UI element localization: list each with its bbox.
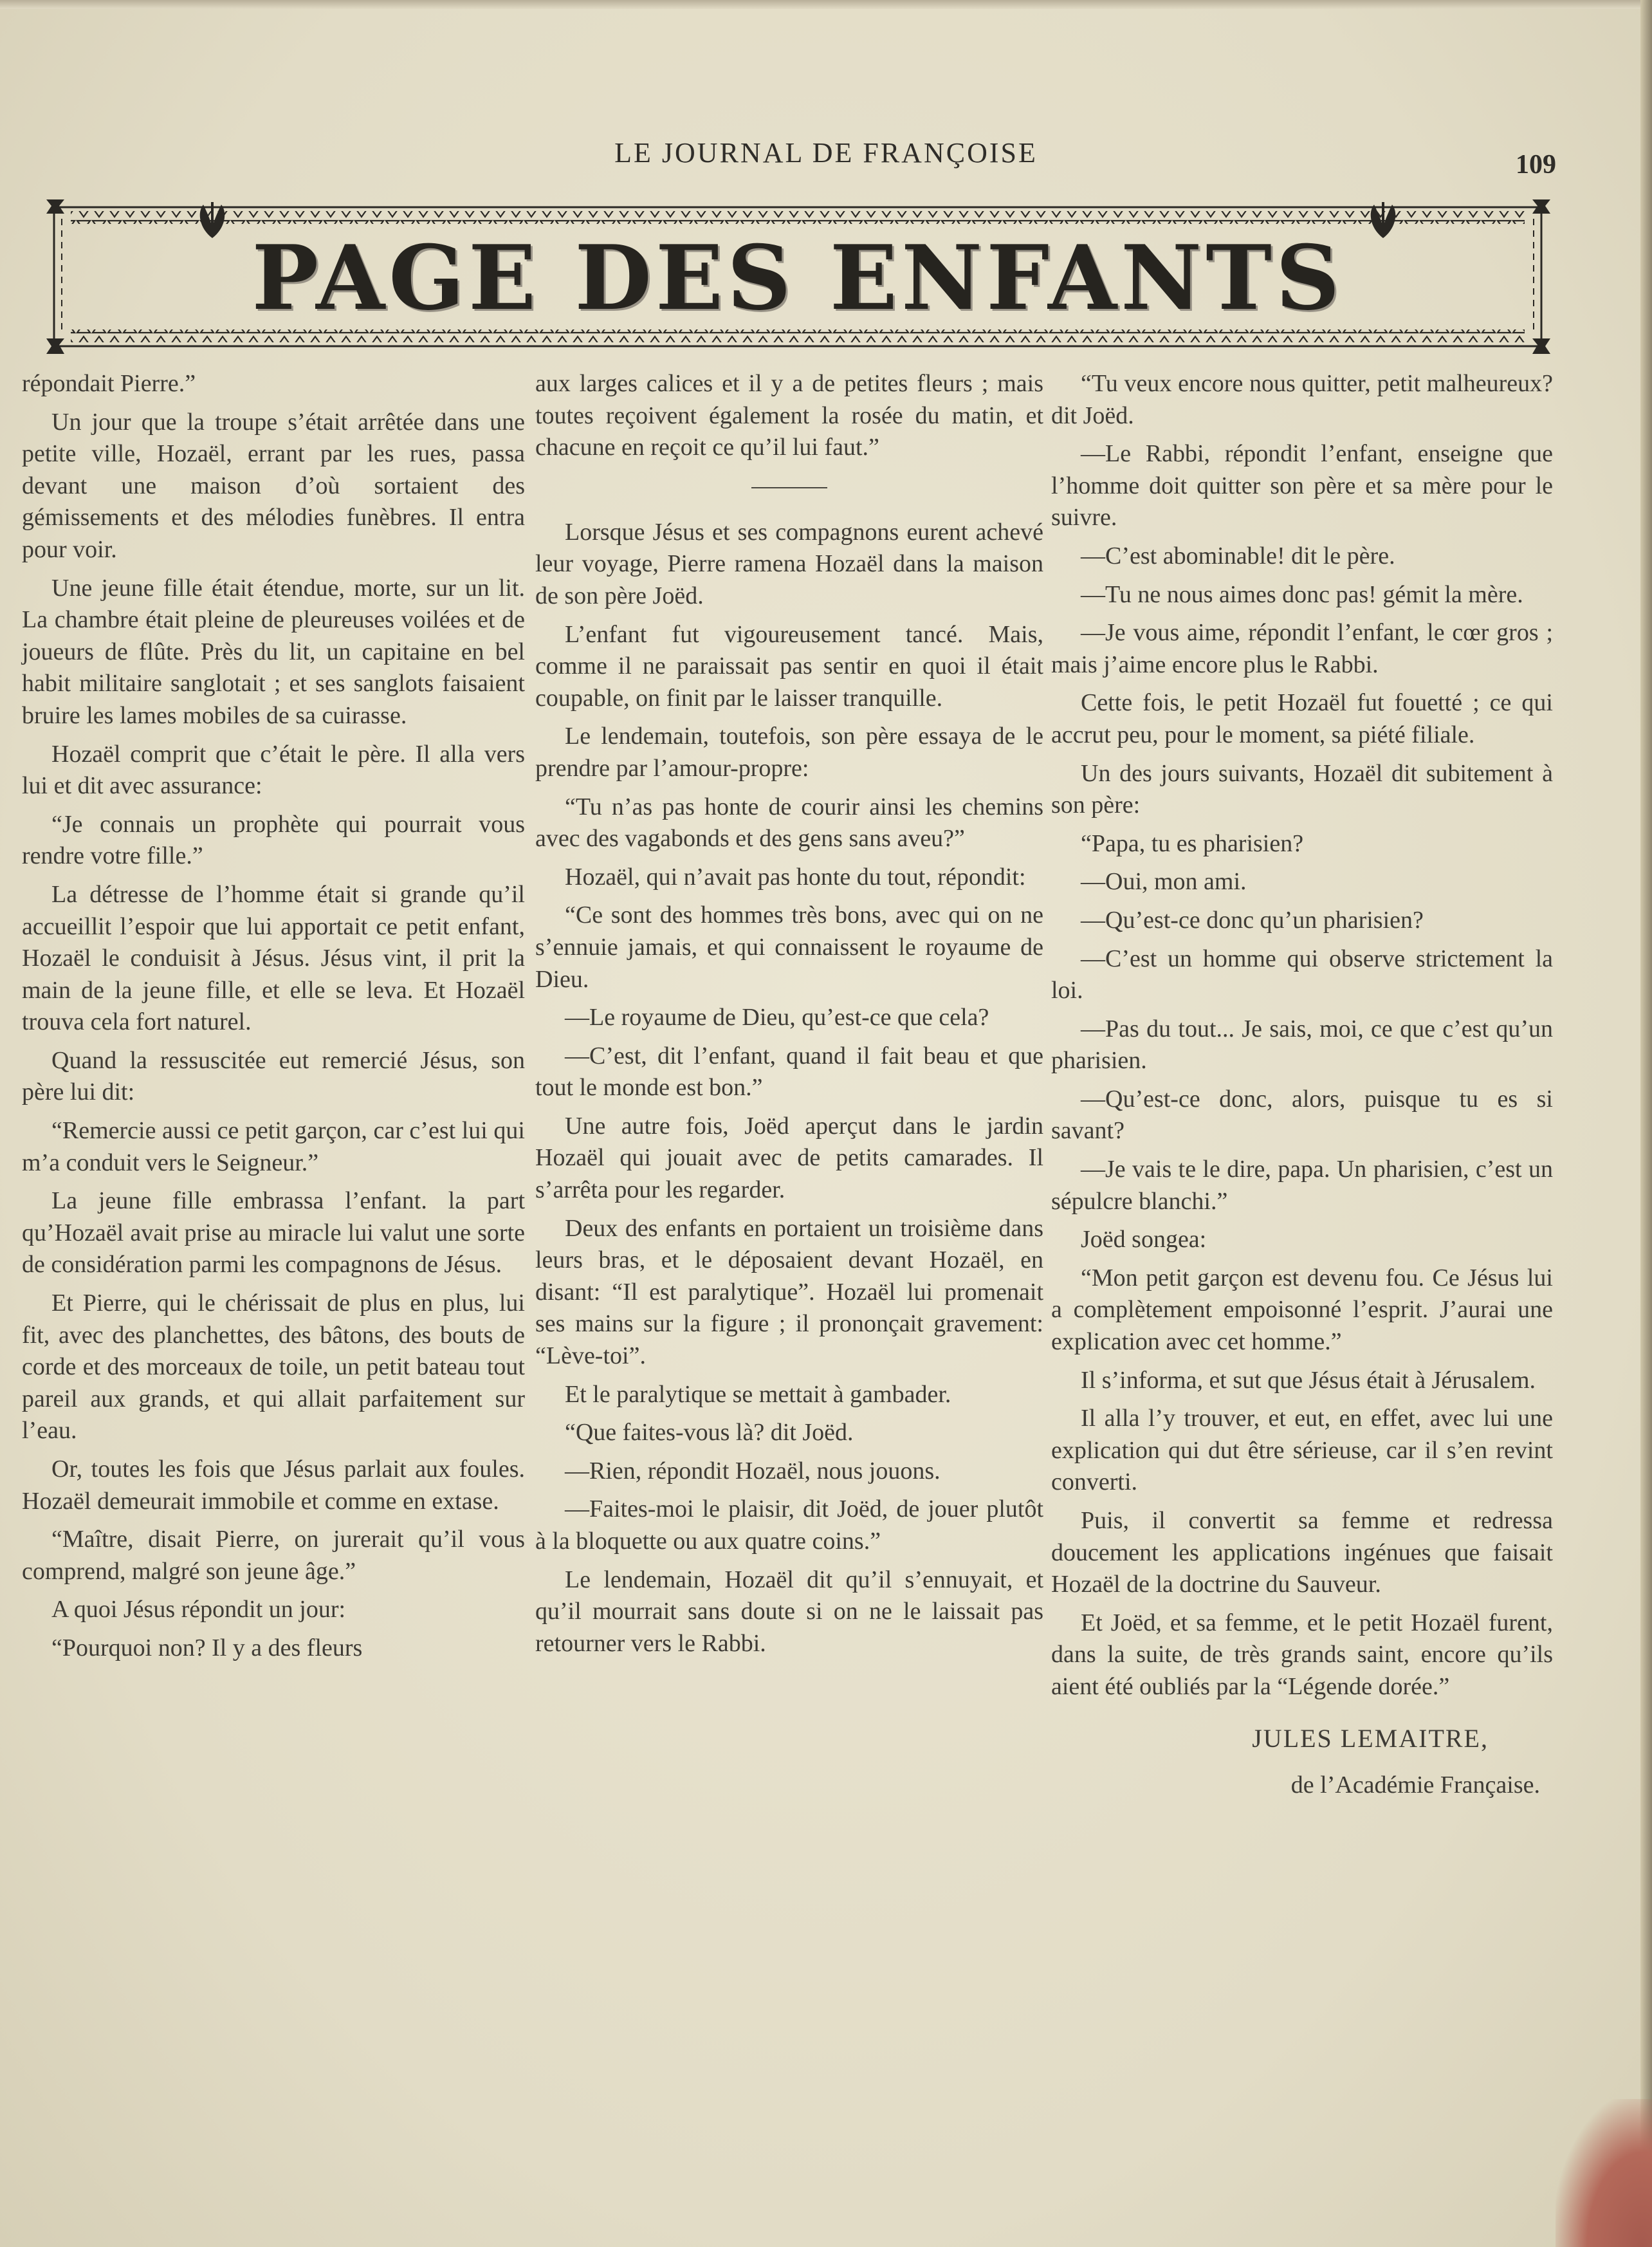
paragraph: Quand la ressuscitée eut remercié Jésus, son père lui dit: <box>22 1046 525 1106</box>
thumb-in-corner <box>1556 2099 1652 2247</box>
paragraph: Deux des enfants en portaient un troisième dans leurs bras, et le déposaient devant Hozaël, en disant: “Il est paralytique”. Hozaël lui promenait ses mains sur la figure ; il prononçait gravement: “Lève-toi”. <box>535 1214 1043 1370</box>
paragraph: aux larges calices et il y a de petites fleurs ; mais toutes reçoivent également la rosée du matin, et chacune en reçoit ce qu’il lui faut.” <box>535 370 1043 461</box>
paragraph: Hozaël comprit que c’était le père. Il alla vers lui et dit avec assurance: <box>22 740 525 800</box>
paragraph: —Le Rabbi, répondit l’enfant, enseigne que l’homme doit quitter son père et sa mère pour le suivre. <box>1051 440 1553 532</box>
title-banner <box>45 193 1550 360</box>
paragraph: —Rien, répondit Hozaël, nous jouons. <box>565 1457 941 1484</box>
paragraph: —Je vais te le dire, papa. Un pharisien, c’est un sépulcre blanchi.” <box>1051 1156 1553 1215</box>
paragraph: Le lendemain, toutefois, son père essaya de le prendre par l’amour-propre: <box>535 723 1043 782</box>
paragraph: Or, toutes les fois que Jésus parlait aux foules. Hozaël demeurait immobile et comme en extase. <box>22 1456 525 1515</box>
paragraph: —Qu’est-ce donc, alors, puisque tu es si savant? <box>1051 1085 1553 1145</box>
paragraph: —Oui, mon ami. <box>1081 868 1247 896</box>
paragraph: A quoi Jésus répondit un jour: <box>51 1596 346 1623</box>
page-edge-top <box>0 0 1652 9</box>
paragraph: Une jeune fille était étendue, morte, sur un lit. La chambre était pleine de pleureuses voilées et de joueurs de flûte. Près du lit, un capitaine en bel habit militaire sanglotait ; et ses sanglots faisaient bruire les lames mobiles de sa cuirasse. <box>22 574 525 729</box>
paragraph: Joëd songea: <box>1081 1226 1207 1253</box>
page-edge-right <box>1640 0 1652 2247</box>
paragraph: —C’est abominable! dit le père. <box>1081 542 1395 569</box>
paragraph: —Faites-moi le plaisir, dit Joëd, de jouer plutôt à la bloquette ou aux quatre coins.” <box>535 1495 1043 1555</box>
paragraph: “Pourquoi non? Il y a des fleurs <box>51 1634 363 1661</box>
paragraph: L’enfant fut vigoureusement tancé. Mais, comme il ne paraissait pas sentir en quoi il était coupable, on finit par le laisser tranquille. <box>535 620 1043 712</box>
paragraph: Et Joëd, et sa femme, et le petit Hozaël furent, dans la suite, de très grands saint, encore qu’ils aient été oubliés par la “Légende dorée.” <box>1051 1609 1553 1700</box>
author-affiliation: de l’Académie Française. <box>1290 1771 1540 1799</box>
paragraph: “Mon petit garçon est devenu fou. Ce Jésus lui a complètement empoisonné l’esprit. J’aurai une explication avec cet homme.” <box>1051 1264 1553 1356</box>
paragraph: —Le royaume de Dieu, qu’est-ce que cela? <box>565 1004 989 1031</box>
paragraph: “Tu veux encore nous quitter, petit malheureux? dit Joëd. <box>1051 370 1553 429</box>
paragraph: “Maître, disait Pierre, on jurerait qu’il vous comprend, malgré son jeune âge.” <box>22 1526 525 1585</box>
paragraph: Hozaël, qui n’avait pas honte du tout, répondit: <box>565 863 1026 891</box>
paragraph: Et Pierre, qui le chérissait de plus en plus, lui fit, avec des planchettes, des bâtons, des bouts de corde et des morceaux de toile, un petit bateau tout pareil aux grands, et qui allait parfaitement sur l’eau. <box>22 1290 525 1445</box>
paragraph: Le lendemain, Hozaël dit qu’il s’ennuyait, et qu’il mourrait sans doute si on ne le laissait pas retourner vers le Rabbi. <box>535 1566 1043 1657</box>
text-column-3 <box>1051 368 1553 1802</box>
text-column-2 <box>535 368 1043 1666</box>
paragraph: Cette fois, le petit Hozaël fut fouetté ; ce qui accrut peu, pour le moment, sa piété filiale. <box>1051 689 1553 748</box>
text-column-1 <box>22 368 525 1671</box>
paragraph: —Qu’est-ce donc qu’un pharisien? <box>1081 906 1424 934</box>
paragraph: “Papa, tu es pharisien? <box>1081 829 1304 857</box>
paragraph: Il alla l’y trouver, et eut, en effet, avec lui une explication qui dut être sérieuse, car il s’en revint converti. <box>1051 1405 1553 1496</box>
fleuron-right-icon <box>1364 193 1402 245</box>
fleuron-left-icon <box>193 193 232 245</box>
paragraph: La détresse de l’homme était si grande qu’il accueillit l’espoir que lui apportait ce petit enfant, Hozaël le conduisit à Jésus. Jésus vint, il prit la main de la jeune fille, et elle se leva. Et Hozaël trouva cela fort naturel. <box>22 880 525 1036</box>
paragraph: “Que faites-vous là? dit Joëd. <box>565 1419 854 1447</box>
page-number: 109 <box>1516 150 1556 180</box>
paragraph: —C’est, dit l’enfant, quand il fait beau et que tout le monde est bon.” <box>535 1042 1043 1102</box>
paragraph: Puis, il convertit sa femme et redressa doucement les applications ingénues que faisait Hozaël de la doctrine du Sauveur. <box>1051 1507 1553 1598</box>
paragraph: Une autre fois, Joëd aperçut dans le jardin Hozaël qui jouait avec de petits camarades. Il s’arrêta pour les regarder. <box>535 1112 1043 1204</box>
paragraph: —Pas du tout... Je sais, moi, ce que c’est qu’un pharisien. <box>1051 1015 1553 1075</box>
paragraph: —Tu ne nous aimes donc pas! gémit la mère. <box>1081 580 1523 608</box>
paragraph: “Je connais un prophète qui pourrait vous rendre votre fille.” <box>22 810 525 870</box>
running-head: LE JOURNAL DE FRANÇOISE <box>614 137 1038 169</box>
paragraph: —Je vous aime, répondit l’enfant, le cœr gros ; mais j’aime encore plus le Rabbi. <box>1051 619 1553 678</box>
paragraph: Un jour que la troupe s’était arrêtée dans une petite ville, Hozaël, errant par les rues, passa devant une maison d’où sortaient des gémissements et des mélodies funèbres. Il entra pour voir. <box>22 408 525 563</box>
section-rule <box>751 487 827 488</box>
paragraph: La jeune fille embrassa l’enfant. la part qu’Hozaël avait prise au miracle lui valut une sorte de considération parmi les compagnons de Jésus. <box>22 1187 525 1279</box>
paragraph: Lorsque Jésus et ses compagnons eurent achevé leur voyage, Pierre ramena Hozaël dans la maison de son père Joëd. <box>535 518 1043 609</box>
paragraph: Un des jours suivants, Hozaël dit subitement à son père: <box>1051 759 1553 819</box>
paragraph: “Remercie aussi ce petit garçon, car c’est lui qui m’a conduit vers le Seigneur.” <box>22 1117 525 1176</box>
paragraph: “Ce sont des hommes très bons, avec qui on ne s’ennuie jamais, et qui connaissent le royaume de Dieu. <box>535 902 1043 993</box>
paragraph: Et le paralytique se mettait à gambader. <box>565 1380 951 1408</box>
paragraph: Il s’informa, et sut que Jésus était à Jérusalem. <box>1081 1366 1536 1394</box>
paragraph: —C’est un homme qui observe strictement la loi. <box>1051 945 1553 1004</box>
section-title: PAGE DES ENFANTS <box>252 225 1344 330</box>
paragraph: “Tu n’as pas honte de courir ainsi les chemins avec des vagabonds et des gens sans aveu?” <box>535 793 1043 853</box>
author-signature: JULES LEMAITRE, <box>1252 1723 1489 1753</box>
paragraph: répondait Pierre.” <box>22 370 196 397</box>
